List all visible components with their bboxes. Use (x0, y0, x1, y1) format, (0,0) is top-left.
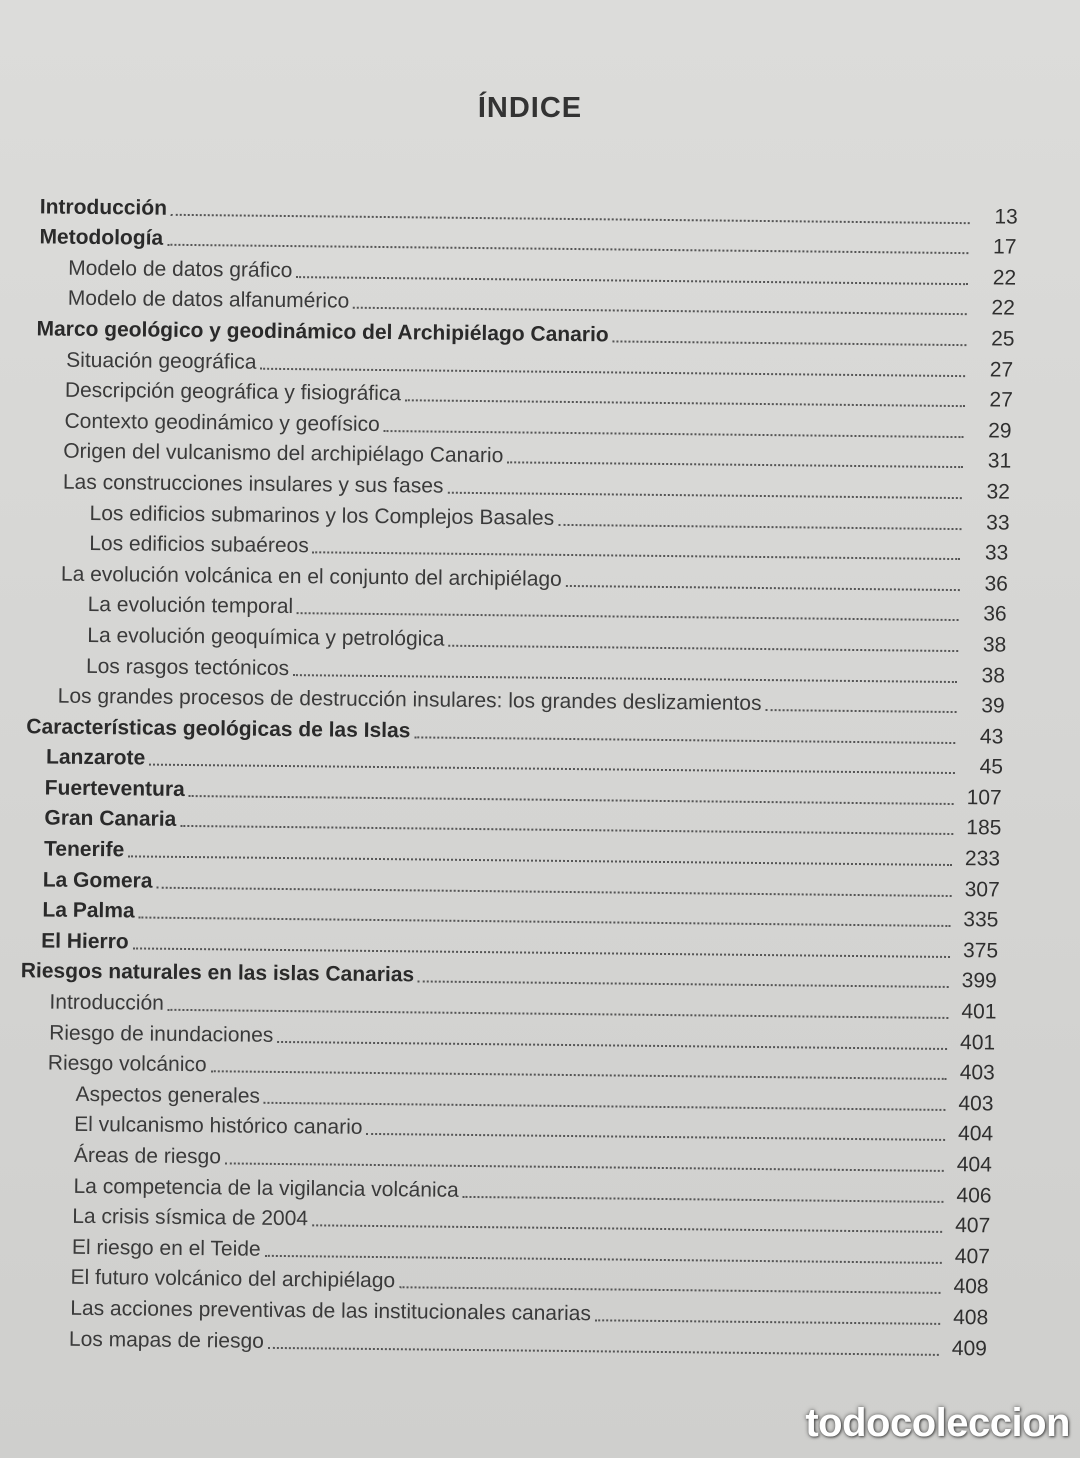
toc-entry-page-number: 409 (951, 1336, 988, 1360)
toc-entry-page-number: 335 (963, 908, 999, 932)
toc-entry-label: El vulcanismo histórico canario (74, 1113, 363, 1140)
toc-entry-label: Gran Canaria (44, 806, 177, 832)
toc-entry-page-number: 404 (956, 1153, 992, 1177)
dot-leader (353, 305, 967, 315)
toc-entry-label: Aspectos generales (75, 1082, 261, 1108)
toc-entry-page-number: 31 (987, 449, 1012, 473)
dot-leader (268, 1344, 939, 1355)
toc-entry-page-number: 185 (966, 816, 1002, 840)
toc-entry-label: Los rasgos tectónicos (85, 654, 290, 680)
toc-entry-label: Modelo de datos gráfico (68, 256, 293, 282)
toc-entry-page-number: 39 (981, 694, 1005, 718)
toc-entry-label: Las construcciones insulares y sus fases (62, 470, 444, 498)
toc-entry-page-number: 29 (988, 419, 1012, 443)
dot-leader (168, 1007, 949, 1019)
toc-entry-page-number: 233 (964, 847, 1001, 871)
toc-entry-label: Riesgo de inundaciones (49, 1021, 274, 1047)
dot-leader (264, 1100, 946, 1111)
dot-leader (297, 610, 959, 621)
toc-entry-label: El Hierro (41, 929, 129, 954)
toc-entry-label: Introducción (49, 990, 165, 1015)
dot-leader (463, 1193, 944, 1202)
dot-leader (405, 397, 965, 407)
toc-entry-page-number: 401 (961, 1000, 997, 1024)
toc-entry-label: Situación geográfica (66, 348, 257, 374)
toc-entry-label: Marco geológico y geodinámico del Archipiélago Canario (36, 317, 609, 347)
dot-leader (225, 1160, 944, 1172)
toc-entry-page-number: 27 (989, 357, 1014, 382)
toc-entry-label: Origen del vulcanismo del archipiélago Canario (63, 440, 504, 468)
toc-entry-page-number: 13 (994, 205, 1018, 229)
toc-entry-label: La crisis sísmica de 2004 (72, 1205, 309, 1231)
toc-entry-label: Tenerife (43, 837, 125, 862)
toc-entry-page-number: 36 (983, 602, 1007, 626)
toc-entry-label: Los edificios subaéreos (89, 532, 309, 558)
toc-entry-page-number: 408 (953, 1306, 989, 1330)
dot-leader (156, 884, 951, 896)
toc-entry-label: La evolución volcánica en el conjunto del archipiélago (60, 562, 562, 591)
toc-entry-label: El futuro volcánico del archipiélago (70, 1266, 396, 1293)
dot-leader (414, 734, 955, 744)
toc-entry-page-number: 27 (989, 388, 1013, 412)
toc-entry-page-number: 408 (953, 1275, 989, 1299)
toc-entry-page-number: 33 (986, 510, 1010, 535)
dot-leader (558, 521, 961, 529)
toc-entry-label: Lanzarote (45, 745, 146, 770)
dot-leader (313, 549, 961, 560)
toc-entry-page-number: 307 (964, 877, 1000, 902)
dot-leader (312, 1223, 942, 1234)
toc-entry-page-number: 406 (956, 1183, 992, 1208)
toc-entry-label: Contexto geodinámico y geofísico (64, 409, 380, 436)
toc-entry-page-number: 17 (992, 235, 1017, 259)
dot-leader (139, 915, 951, 928)
toc-entry-label: Riesgo volcánico (47, 1051, 207, 1077)
dot-leader (418, 979, 949, 989)
toc-entry-label: Los grandes procesos de destrucción insulares: los grandes deslizamientos (57, 684, 762, 716)
dot-leader (613, 338, 967, 346)
toc-entry-label: Modelo de datos alfanumérico (67, 287, 350, 314)
dot-leader (260, 365, 965, 376)
toc-entry-label: La Palma (42, 898, 135, 923)
toc-entry-label: El riesgo en el Teide (71, 1235, 261, 1261)
dot-leader (133, 945, 950, 958)
dot-leader (384, 428, 964, 438)
dot-leader (765, 707, 956, 713)
toc-entry-page-number: 399 (961, 969, 997, 993)
dot-leader (171, 211, 970, 223)
toc-entry-page-number: 36 (984, 572, 1009, 596)
toc-entry-label: La evolución temporal (87, 593, 294, 619)
toc-entry-page-number: 25 (991, 327, 1015, 351)
table-of-contents (0, 190, 1080, 1364)
toc-entry-label: Fuerteventura (44, 776, 185, 801)
toc-entry-page-number: 407 (955, 1214, 991, 1238)
toc-entry-label: Los mapas de riesgo (68, 1327, 265, 1353)
toc-entry-page-number: 403 (958, 1091, 994, 1116)
toc-entry-label: Riesgos naturales en las islas Canarias (20, 959, 415, 987)
toc-entry-label: Áreas de riesgo (73, 1143, 222, 1169)
dot-leader (296, 274, 968, 285)
toc-entry-label: La evolución geoquímica y petrológica (87, 623, 445, 651)
toc-entry-label: Características geológicas de las Islas (26, 714, 411, 743)
toc-entry-page-number: 38 (981, 663, 1006, 688)
toc-entry-label: Introducción (39, 195, 168, 220)
dot-leader (366, 1131, 945, 1141)
toc-entry-label: Las acciones preventivas de las institucionales canarias (70, 1296, 592, 1326)
toc-entry-page-number: 375 (962, 938, 999, 963)
toc-entry-label: Descripción geográfica y fisiográfica (64, 378, 402, 406)
toc-entry-label: La Gomera (42, 868, 153, 893)
toc-entry-page-number: 45 (979, 755, 1004, 779)
toc-entry-page-number: 22 (992, 266, 1017, 290)
toc-entry-label: Metodología (39, 225, 164, 250)
toc-entry-page-number: 22 (991, 296, 1015, 321)
watermark-logo: todocoleccion (805, 1401, 1070, 1445)
toc-entry-page-number: 33 (984, 541, 1009, 565)
dot-leader (180, 823, 953, 835)
dot-leader (167, 242, 968, 254)
dot-leader (595, 1317, 940, 1325)
toc-entry-page-number: 107 (966, 786, 1002, 810)
dot-leader (211, 1068, 947, 1080)
toc-entry-page-number: 407 (954, 1244, 991, 1269)
dot-leader (507, 460, 963, 469)
toc-entry-page-number: 401 (959, 1030, 996, 1055)
dot-leader (448, 643, 958, 652)
dot-leader (447, 490, 961, 499)
page-title: ÍNDICE (477, 92, 583, 124)
dot-leader (149, 762, 955, 774)
dot-leader (399, 1285, 940, 1295)
dot-leader (189, 793, 954, 805)
toc-entry-label: La competencia de la vigilancia volcánica (73, 1174, 459, 1202)
dot-leader (566, 583, 960, 591)
dot-leader (293, 672, 957, 683)
toc-entry-page-number: 32 (986, 480, 1011, 504)
toc-entry-page-number: 43 (979, 724, 1004, 749)
toc-entry-page-number: 404 (957, 1122, 994, 1146)
toc-entry-page-number: 403 (959, 1061, 995, 1085)
dot-leader (265, 1253, 942, 1264)
dot-leader (277, 1039, 947, 1050)
dot-leader (128, 853, 952, 866)
toc-entry-page-number: 38 (982, 633, 1007, 657)
toc-entry-label: Los edificios submarinos y los Complejos Basales (89, 501, 555, 530)
